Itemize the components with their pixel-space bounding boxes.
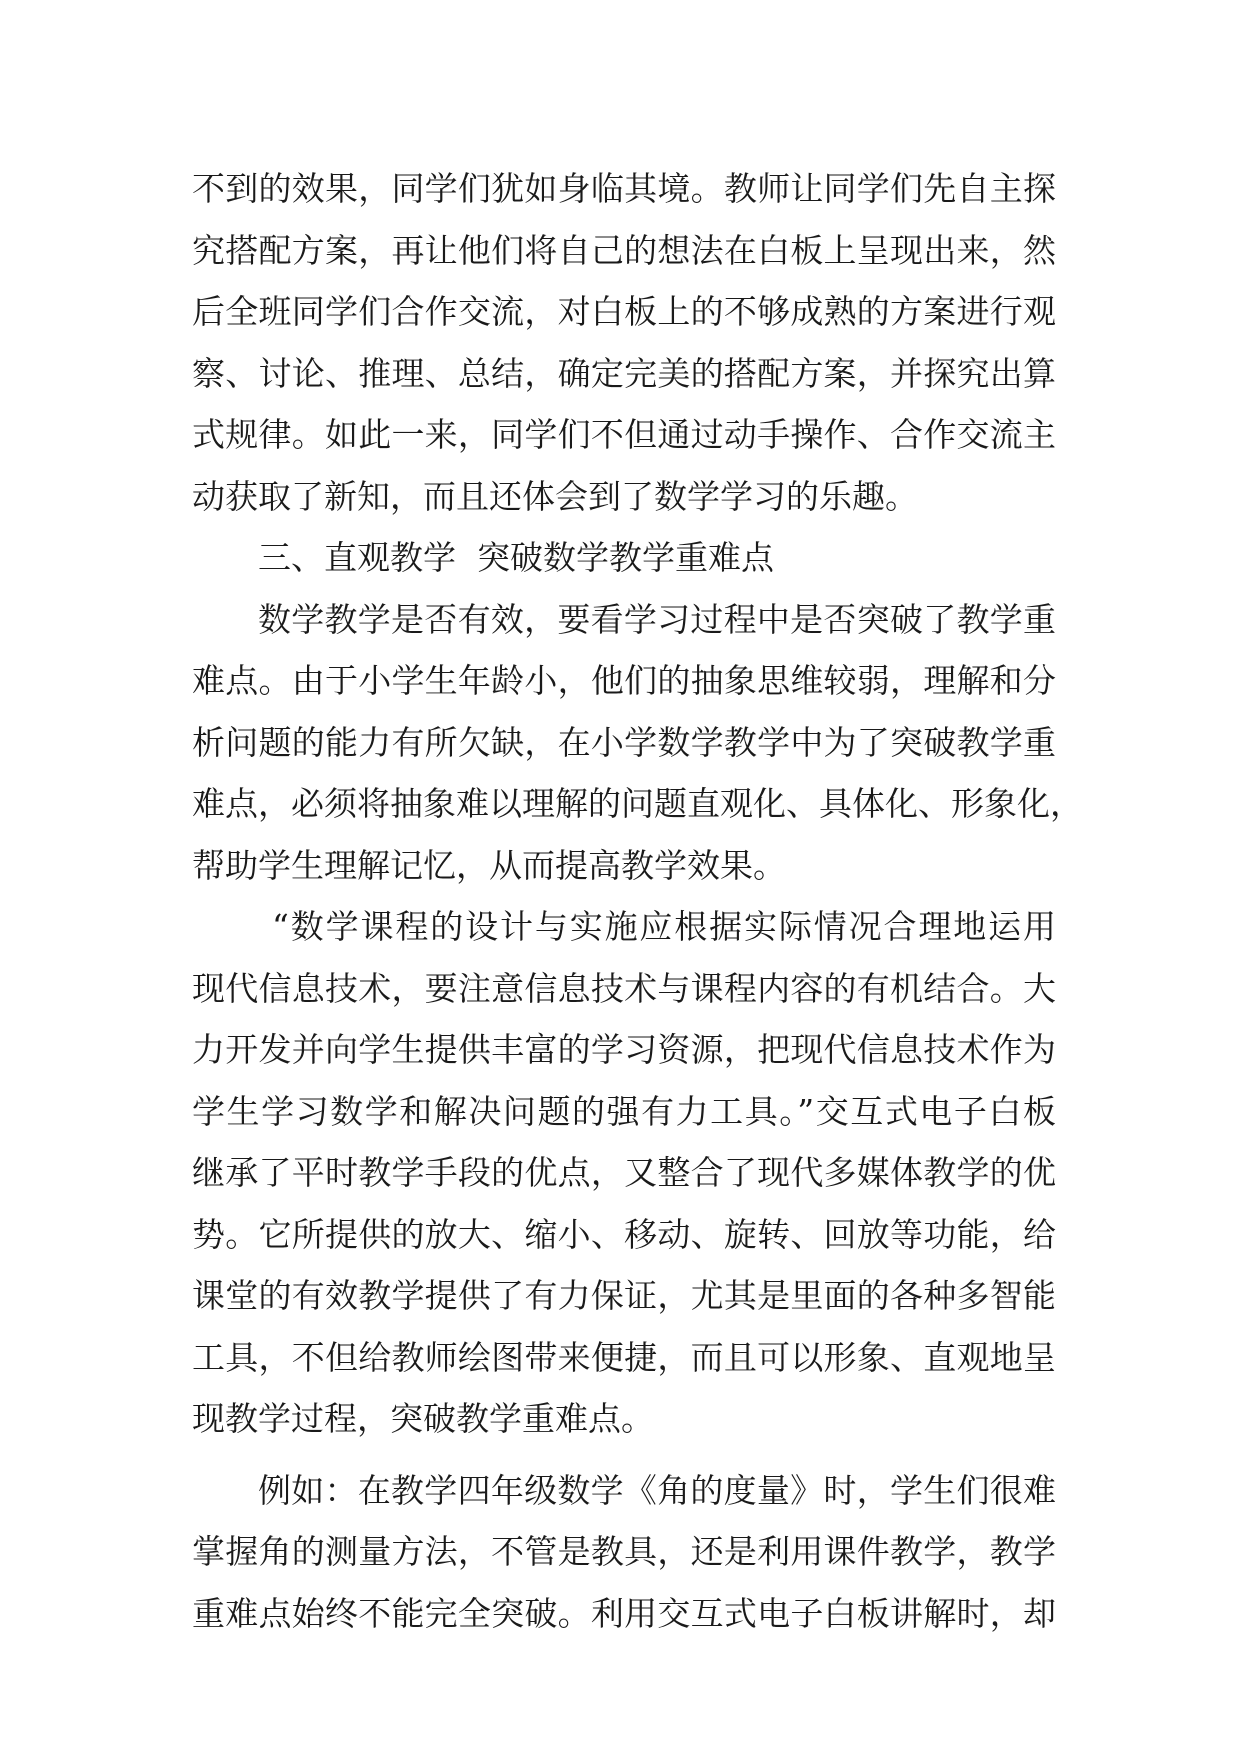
text-line: 力开发并向学生提供丰富的学习资源，把现代信息技术作为: [192, 1030, 1056, 1069]
text-line: 动获取了新知，而且还体会到了数学学习的乐趣。: [192, 476, 918, 516]
text-line: 不到的效果，同学们犹如身临其境。教师让同学们先自主探: [192, 169, 1056, 208]
text-line: 究搭配方案，再让他们将自己的想法在白板上呈现出来，然: [192, 230, 1056, 270]
text-line: 势。它所提供的放大、缩小、移动、旋转、回放等功能，给: [192, 1214, 1056, 1254]
text-line: 析问题的能力有所欠缺，在小学数学教学中为了突破教学重: [192, 722, 1056, 762]
text-line: 难点。由于小学生年龄小，他们的抽象思维较弱，理解和分: [192, 661, 1056, 700]
text-line: 重难点始终不能完全突破。利用交互式电子白板讲解时，却: [192, 1593, 1056, 1633]
text-line: 工具，不但给教师绘图带来便捷，而且可以形象、直观地呈: [192, 1337, 1056, 1377]
heading-text: 三、直观教学 突破数学教学重难点: [258, 538, 774, 577]
text-line: 难点，必须将抽象难以理解的问题直观化、具体化、形象化，: [192, 784, 1083, 823]
paragraph-quote: [192, 896, 1056, 1450]
text-line: 式规律。如此一来，同学们不但通过动手操作、合作交流主: [192, 415, 1056, 454]
paragraph-example: [192, 1460, 1056, 1645]
text-line: 察、讨论、推理、总结，确定完美的搭配方案，并探究出算: [192, 353, 1056, 393]
text-line: 现代信息技术，要注意信息技术与课程内容的有机结合。大: [192, 968, 1056, 1008]
paragraph-continuation: [192, 158, 1056, 527]
text-line: 现教学过程，突破教学重难点。: [192, 1399, 654, 1438]
text-line: “数学课程的设计与实施应根据实际情况合理地运用: [272, 907, 1056, 946]
text-line: 帮助学生理解记忆，从而提高教学效果。: [192, 845, 786, 885]
text-line: 例如：在教学四年级数学《角的度量》时，学生们很难: [258, 1470, 1056, 1510]
document-body: [192, 158, 1083, 1644]
text-line: 学生学习数学和解决问题的强有力工具。”交互式电子白板: [192, 1091, 1056, 1131]
section-heading: [192, 527, 1056, 589]
text-line: 后全班同学们合作交流，对白板上的不够成熟的方案进行观: [192, 292, 1056, 331]
text-line: 掌握角的测量方法，不管是教具，还是利用课件教学，教学: [192, 1532, 1056, 1571]
text-line: 课堂的有效教学提供了有力保证，尤其是里面的各种多智能: [192, 1276, 1056, 1315]
text-line: 数学教学是否有效，要看学习过程中是否突破了教学重: [258, 599, 1056, 639]
paragraph: [192, 589, 1083, 897]
paragraph-gap: [192, 1450, 1056, 1460]
text-line: 继承了平时教学手段的优点，又整合了现代多媒体教学的优: [192, 1153, 1056, 1192]
